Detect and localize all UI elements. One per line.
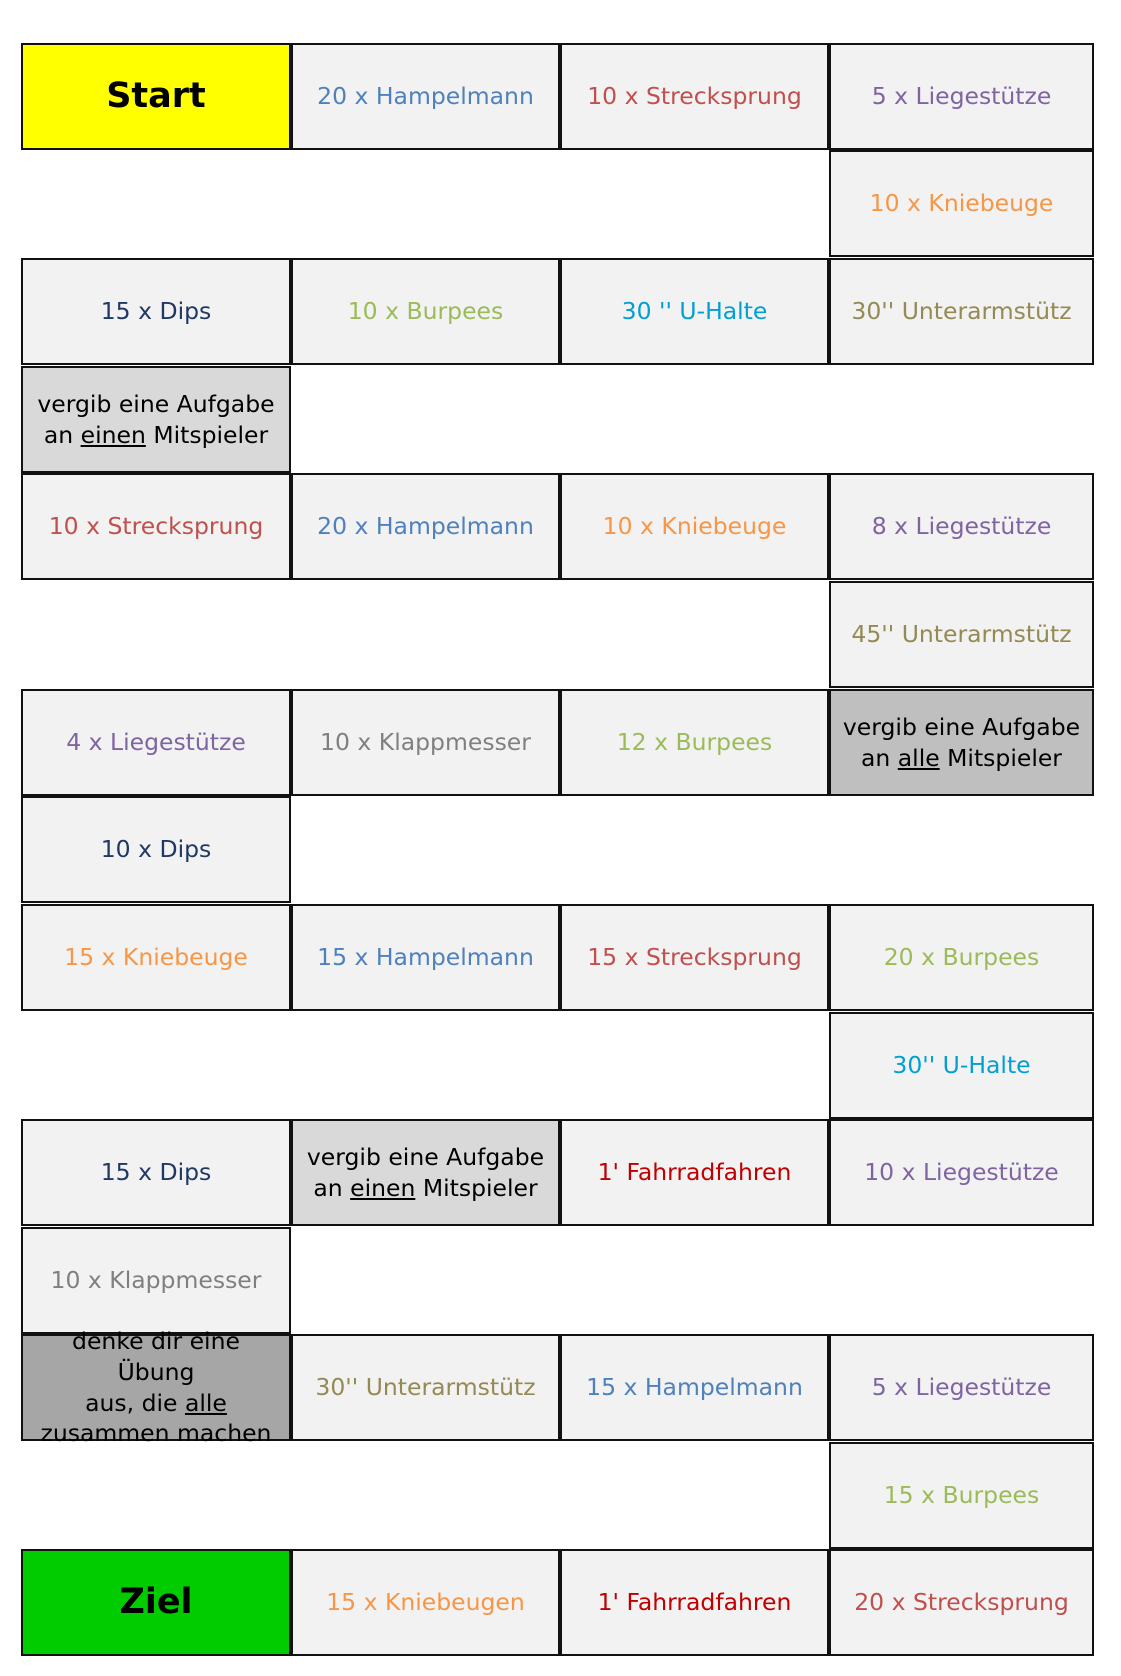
exercise-field: 1' Fahrradfahren [560,1549,829,1656]
exercise-field: 15 x Kniebeugen [291,1549,560,1656]
exercise-field: 30'' Unterarmstütz [291,1334,560,1441]
exercise-field: 15 x Burpees [829,1442,1094,1549]
task-text [37,389,274,450]
exercise-field: 20 x Hampelmann [291,473,560,580]
exercise-field: 5 x Liegestütze [829,1334,1094,1441]
exercise-field: 8 x Liegestütze [829,473,1094,580]
start-field: Start [21,43,291,150]
exercise-field: 4 x Liegestütze [21,689,291,796]
exercise-field: 5 x Liegestütze [829,43,1094,150]
exercise-field: 20 x Burpees [829,904,1094,1011]
exercise-field: 30 '' U-Halte [560,258,829,365]
exercise-field: 15 x Hampelmann [560,1334,829,1441]
task-field [21,366,291,473]
exercise-field: 10 x Kniebeuge [560,473,829,580]
task-field [21,1327,291,1448]
exercise-field: 15 x Kniebeuge [21,904,291,1011]
exercise-field: 15 x Hampelmann [291,904,560,1011]
exercise-field: 15 x Dips [21,258,291,365]
task-text [31,1326,281,1448]
exercise-field: 45'' Unterarmstütz [829,581,1094,688]
task-text-part: vergib eine Aufgabe an [306,1142,545,1202]
exercise-field: 1' Fahrradfahren [560,1119,829,1226]
task-text-part: Mitspieler [145,420,269,449]
task-emphasis: einen [350,1173,416,1202]
exercise-field: 10 x Klappmesser [291,689,560,796]
exercise-field: 12 x Burpees [560,689,829,796]
task-text-part: Mitspieler [415,1173,538,1202]
task-emphasis: alle [897,743,940,772]
exercise-field: 20 x Hampelmann [291,43,560,150]
exercise-field: 10 x Klappmesser [21,1227,291,1334]
task-text-part: vergib eine Aufgabe an [37,389,275,449]
goal-field: Ziel [21,1549,291,1656]
task-text-part: denke dir eine Übung aus, die [72,1327,240,1417]
task-text-part: zusammen machen [40,1419,272,1448]
exercise-field: 10 x Kniebeuge [829,150,1094,257]
exercise-field: 10 x Burpees [291,258,560,365]
exercise-field: 15 x Strecksprung [560,904,829,1011]
task-text-part: Mitspieler [939,743,1062,772]
task-text-part: vergib eine Aufgabe an [842,712,1081,772]
exercise-field: 10 x Strecksprung [560,43,829,150]
task-emphasis: alle [184,1388,227,1417]
exercise-field: 15 x Dips [21,1119,291,1226]
exercise-field: 30'' Unterarmstütz [829,258,1094,365]
task-field [829,689,1094,796]
exercise-field: 10 x Liegestütze [829,1119,1094,1226]
exercise-field: 20 x Strecksprung [829,1549,1094,1656]
exercise-field: 30'' U-Halte [829,1012,1094,1119]
exercise-field: 10 x Dips [21,796,291,903]
exercise-field: 10 x Strecksprung [21,473,291,580]
task-text [843,712,1080,773]
task-field [291,1119,560,1226]
task-emphasis: einen [80,420,146,449]
task-text [307,1142,544,1203]
